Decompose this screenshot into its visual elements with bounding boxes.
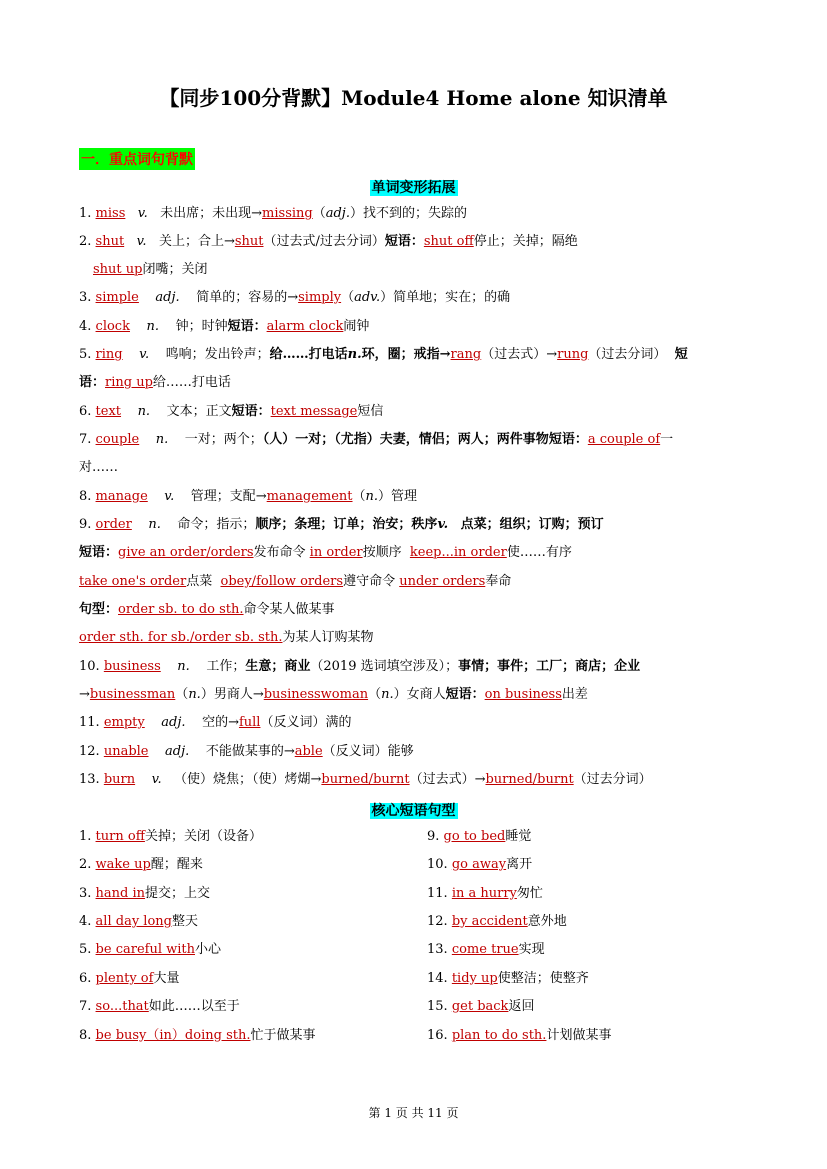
item-number: 15.: [427, 999, 448, 1014]
definition: 点菜: [186, 574, 213, 589]
derived-word: rung: [557, 347, 589, 362]
derived-word: shut: [234, 234, 264, 249]
part-of-speech: n.: [148, 517, 161, 532]
definition: 对……: [79, 460, 119, 475]
vocab-line-9c: [79, 572, 511, 592]
paren: （: [341, 290, 355, 305]
vocab-line-12: [79, 742, 414, 762]
definition: 小心: [195, 942, 222, 957]
definition: 给……打电话: [152, 375, 231, 390]
phrase-label: 语：: [79, 375, 106, 390]
vocab-line-9e: [79, 628, 374, 648]
phrase: in a hurry: [451, 886, 517, 901]
item-number: 2.: [79, 234, 92, 249]
definition: 管理；支配→: [190, 489, 267, 504]
definition: 闭嘴；关闭: [142, 262, 208, 277]
item-number: 13.: [79, 772, 100, 787]
part-of-speech: v.: [151, 772, 162, 787]
definition-bold: 顺序；条理；订单；治安；秩序: [255, 517, 438, 532]
vocab-line-9: [79, 515, 604, 535]
definition-bold: 点菜；组织；订购；预订: [460, 517, 604, 532]
vocab-line-13: [79, 770, 652, 790]
item-number: 9.: [427, 829, 440, 844]
definition: （2019 选词填空涉及）；: [310, 659, 459, 674]
phrase-label: 短语：: [231, 404, 271, 419]
definition: （过去分词）: [573, 772, 652, 787]
phrase: tidy up: [451, 971, 498, 986]
vocab-line-8: [79, 487, 417, 507]
definition: 命令；指示；: [177, 517, 256, 532]
definition: （使）烧焦；（使）烤煳→: [173, 772, 322, 787]
part-of-speech: adj.: [155, 290, 180, 305]
item-number: 11.: [79, 715, 100, 730]
section-heading: 一．重点词句背默: [79, 148, 195, 170]
vocab-word: miss: [95, 206, 126, 221]
item-number: 14.: [427, 971, 448, 986]
definition: 睡觉: [505, 829, 532, 844]
derived-word: able: [294, 744, 323, 759]
phrase: ring up: [105, 375, 153, 390]
definition: （过去式）→: [409, 772, 486, 787]
phrase: obey/follow orders: [220, 574, 344, 589]
definition-bold: 环，圈；戒指→: [361, 347, 451, 362]
vocab-word: ring: [95, 347, 123, 362]
vocab-word: burn: [103, 772, 136, 787]
vocab-line-9d: [79, 600, 335, 620]
definition: （反义词）能够: [322, 744, 414, 759]
phrase-item: [79, 912, 198, 932]
definition-bold: 生意；商业: [245, 659, 311, 674]
phrase-item: [79, 997, 240, 1017]
item-number: 1.: [79, 206, 92, 221]
subheading-word-forms: [0, 177, 827, 197]
phrase: be careful with: [95, 942, 195, 957]
definition: 一对；两个；: [184, 432, 263, 447]
derived-word: burned/burnt: [485, 772, 574, 787]
part-of-speech: adv.: [354, 290, 381, 305]
item-number: 12.: [79, 744, 100, 759]
subheading-word-forms-text: 单词变形拓展: [371, 180, 456, 196]
item-number: 11.: [427, 886, 448, 901]
vocab-line-6: [79, 402, 383, 422]
phrase: alarm clock: [266, 319, 344, 334]
definition: ）女商人: [393, 687, 446, 702]
phrase-item: [427, 1026, 611, 1046]
phrase: by accident: [451, 914, 528, 929]
pattern-label: 句型：: [79, 602, 119, 617]
definition: 未出席；未出现→: [160, 206, 263, 221]
definition: ）简单地；实在；的确: [380, 290, 511, 305]
definition-bold: 给……打电话: [269, 347, 348, 362]
vocab-word: clock: [95, 319, 130, 334]
vocab-line-2b: [93, 260, 207, 280]
phrase: order sb. to do sth.: [118, 602, 244, 617]
definition: 醒；醒来: [150, 857, 203, 872]
vocab-line-5: [79, 345, 688, 365]
item-number: 4.: [79, 914, 92, 929]
part-of-speech: n.: [146, 319, 160, 334]
phrase: plan to do sth.: [451, 1028, 547, 1043]
definition: 钟；时钟: [175, 319, 228, 334]
definition: 整天: [171, 914, 198, 929]
definition: ）男商人→: [200, 687, 264, 702]
part-of-speech: v.: [139, 347, 150, 362]
part-of-speech: n.: [365, 489, 379, 504]
phrase: all day long: [95, 914, 172, 929]
phrase-label: 短语：: [227, 319, 267, 334]
definition: 为某人订购某物: [282, 630, 374, 645]
phrase: turn off: [95, 829, 145, 844]
definition: 遵守命令: [343, 574, 396, 589]
phrase: keep...in order: [409, 545, 507, 560]
vocab-line-9b: [79, 543, 572, 563]
definition: 发布命令: [253, 545, 306, 560]
item-number: 13.: [427, 942, 448, 957]
definition: 大量: [153, 971, 180, 986]
phrase: hand in: [95, 886, 146, 901]
definition: 鸣响；发出铃声；: [165, 347, 270, 362]
definition: （过去分词）: [588, 347, 667, 362]
definition: 工作；: [206, 659, 246, 674]
item-number: 5.: [79, 942, 92, 957]
phrase: take one's order: [79, 574, 187, 589]
part-of-speech: adj.: [161, 715, 186, 730]
vocab-word: business: [103, 659, 161, 674]
phrase: give an order/orders: [118, 545, 254, 560]
vocab-line-10: [79, 657, 640, 677]
part-of-speech: n.: [188, 687, 201, 702]
vocab-line-2: [79, 232, 578, 252]
definition: 简单的；容易的→: [196, 290, 299, 305]
definition: 一: [660, 432, 674, 447]
item-number: 6.: [79, 404, 92, 419]
part-of-speech: n.: [347, 347, 362, 362]
definition: （反义词）满的: [260, 715, 352, 730]
definition-bold: （人）一对；（尤指）夫妻，情侣；两人；两件事物: [262, 432, 549, 447]
vocab-line-7b: [79, 458, 118, 478]
phrase-item: [79, 969, 179, 989]
item-number: 7.: [79, 999, 92, 1014]
item-number: 10.: [427, 857, 448, 872]
vocab-word: shut: [95, 234, 125, 249]
phrase: be busy（in）doing sth.: [95, 1028, 251, 1043]
item-number: 6.: [79, 971, 92, 986]
definition: 短信: [357, 404, 384, 419]
page-title: 【同步100分背默】Module4 Home alone 知识清单: [159, 86, 668, 110]
phrase: in order: [309, 545, 363, 560]
item-number: 3.: [79, 290, 92, 305]
phrase-item: [79, 1026, 315, 1046]
part-of-speech: v.: [137, 206, 148, 221]
definition: 停止；关掉；隔绝: [473, 234, 578, 249]
phrase-label: 短语：: [79, 545, 119, 560]
vocab-line-10b: [79, 685, 588, 705]
phrase: order sth. for sb./order sb. sth.: [79, 630, 283, 645]
vocab-line-3: [79, 288, 510, 308]
item-number: 1.: [79, 829, 92, 844]
derived-word: full: [238, 715, 261, 730]
phrase: come true: [451, 942, 519, 957]
definition: 关掉；关闭（设备）: [144, 829, 262, 844]
definition: （过去式）→: [481, 347, 558, 362]
phrase-item: [427, 884, 543, 904]
phrase: shut up: [93, 262, 143, 277]
vocab-word: unable: [103, 744, 149, 759]
phrase: on business: [484, 687, 562, 702]
phrase: wake up: [95, 857, 151, 872]
item-number: 16.: [427, 1028, 448, 1043]
part-of-speech: v.: [164, 489, 175, 504]
part-of-speech: n.: [177, 659, 190, 674]
phrase: under orders: [399, 574, 486, 589]
phrase-item: [79, 827, 262, 847]
vocab-word: text: [95, 404, 122, 419]
derived-word: management: [266, 489, 353, 504]
phrase: text message: [270, 404, 358, 419]
definition: 奉命: [485, 574, 512, 589]
derived-word: simply: [298, 290, 342, 305]
vocab-line-11: [79, 713, 351, 733]
paren: （: [368, 687, 382, 702]
definition: （过去式/过去分词）: [263, 234, 385, 249]
phrase-item: [427, 827, 531, 847]
item-number: 2.: [79, 857, 92, 872]
definition: 匆忙: [516, 886, 543, 901]
phrase: get back: [451, 999, 509, 1014]
phrase-item: [79, 855, 203, 875]
vocab-word: manage: [95, 489, 148, 504]
phrase-item: [427, 969, 589, 989]
item-number: 5.: [79, 347, 92, 362]
item-number: 10.: [79, 659, 100, 674]
definition: 意外地: [527, 914, 567, 929]
page-footer: 第 1 页 共 11 页: [368, 1106, 459, 1120]
part-of-speech: v.: [437, 517, 449, 532]
paren: （: [175, 687, 189, 702]
paren: （: [352, 489, 366, 504]
item-number: 8.: [79, 1028, 92, 1043]
definition-bold: 事情；事件；工厂；商店；企业: [458, 659, 641, 674]
definition: 不能做某事的→: [205, 744, 295, 759]
phrase-label: 短: [674, 347, 688, 362]
vocab-line-5b: [79, 373, 231, 393]
derived-word: burned/burnt: [321, 772, 410, 787]
definition: 忙于做某事: [250, 1028, 316, 1043]
definition: 实现: [518, 942, 545, 957]
definition: 离开: [506, 857, 533, 872]
subheading-core-phrases-text: 核心短语句型: [371, 803, 456, 819]
part-of-speech: v.: [136, 234, 147, 249]
phrase: go to bed: [443, 829, 506, 844]
arrow: →: [79, 687, 90, 702]
phrase-item: [427, 855, 532, 875]
part-of-speech: n.: [155, 432, 169, 447]
derived-word: businessman: [89, 687, 176, 702]
part-of-speech: n.: [137, 404, 151, 419]
phrase-item: [427, 997, 534, 1017]
phrase: a couple of: [587, 432, 661, 447]
phrase-label: 短语：: [445, 687, 485, 702]
item-number: 3.: [79, 886, 92, 901]
item-number: 12.: [427, 914, 448, 929]
definition: 文本；正文: [166, 404, 232, 419]
definition: 闹钟: [343, 319, 370, 334]
item-number: 4.: [79, 319, 92, 334]
part-of-speech: adj.: [165, 744, 190, 759]
derived-word: rang: [450, 347, 482, 362]
part-of-speech: n.: [381, 687, 394, 702]
derived-word: missing: [262, 206, 313, 221]
item-number: 8.: [79, 489, 92, 504]
definition: 空的→: [202, 715, 239, 730]
definition: 使整洁；使整齐: [497, 971, 589, 986]
vocab-line-1: [79, 204, 467, 224]
definition: ）找不到的；失踪的: [349, 206, 467, 221]
phrase-label: 短语：: [548, 432, 588, 447]
definition: 使……有序: [506, 545, 572, 560]
phrase-item: [427, 912, 567, 932]
subheading-core-phrases: [0, 800, 827, 820]
definition: 关上；合上→: [158, 234, 235, 249]
definition: 返回: [508, 999, 535, 1014]
item-number: 9.: [79, 517, 92, 532]
vocab-word: empty: [103, 715, 145, 730]
definition: ）管理: [378, 489, 418, 504]
definition: 出差: [561, 687, 588, 702]
phrase: go away: [451, 857, 507, 872]
definition: 命令某人做某事: [243, 602, 335, 617]
item-number: 7.: [79, 432, 92, 447]
phrase-item: [427, 940, 545, 960]
phrase-label: 短语：: [384, 234, 424, 249]
derived-word: businesswoman: [263, 687, 369, 702]
vocab-word: order: [95, 517, 132, 532]
definition: 提交；上交: [145, 886, 211, 901]
phrase: so...that: [95, 999, 149, 1014]
vocab-word: couple: [95, 432, 140, 447]
phrase: shut off: [423, 234, 474, 249]
part-of-speech: adj.: [325, 206, 350, 221]
definition: 计划做某事: [546, 1028, 612, 1043]
definition: 如此……以至于: [148, 999, 240, 1014]
phrase: plenty of: [95, 971, 154, 986]
phrase-item: [79, 940, 221, 960]
vocab-line-4: [79, 317, 369, 337]
phrase-item: [79, 884, 210, 904]
definition: 按顺序: [362, 545, 402, 560]
vocab-word: simple: [95, 290, 139, 305]
paren: （: [312, 206, 326, 221]
vocab-line-7: [79, 430, 673, 450]
